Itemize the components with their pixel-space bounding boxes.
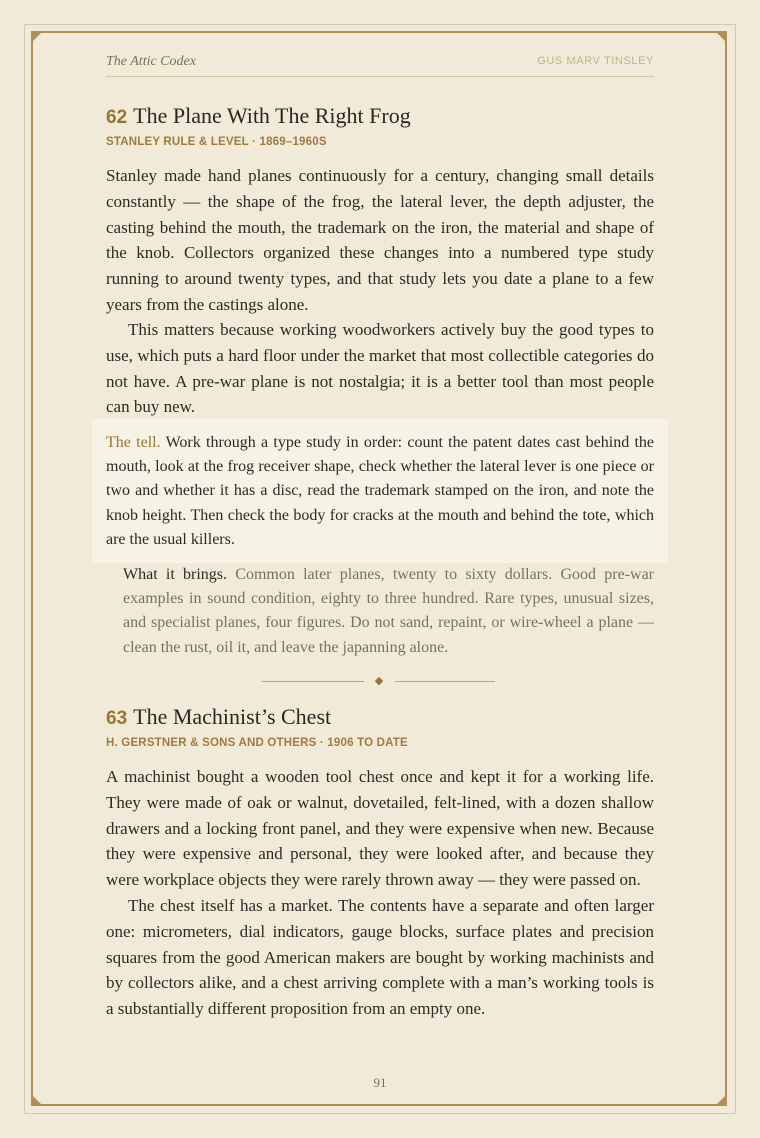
entry-subtitle: H. GERSTNER & SONS AND OTHERS · 1906 TO DATE bbox=[106, 737, 408, 749]
body-paragraph: Stanley made hand planes continuously for a century, changing small details constantly — the shape of the frog, the lateral lever, the depth adjuster, the casting behind the mouth, the trademark on the iron, the material and shape of the knob. Collectors organized these changes into a numbered type study running to around twenty types, and that study lets you date a plane to a few years from the castings alone. bbox=[106, 166, 654, 314]
corner-ornament-icon bbox=[716, 32, 726, 42]
entry-number: 62 bbox=[106, 107, 128, 128]
body-paragraph: This matters because working woodworkers actively buy the good types to use, which puts a hard floor under the market that most collectible categories do not have. A pre-war plane is not nostalgia; it is a better tool than most people can buy new. bbox=[106, 320, 654, 417]
diamond-ornament-icon: ◆ bbox=[374, 674, 384, 687]
book-title: The Attic Codex bbox=[106, 54, 196, 69]
corner-ornament-icon bbox=[716, 1095, 726, 1105]
body-paragraph: The chest itself has a market. The contents have a separate and often larger one: micrometers, dial indicators, gauge blocks, surface plates and precision squares from the good American makers are bought by working machinists and by collectors alike, and a chest arriving complete with a man’s working tools is a substantially different proposition from an empty one. bbox=[106, 896, 654, 1019]
price-label: What it brings. bbox=[123, 566, 228, 583]
running-header bbox=[106, 54, 654, 77]
tell-label: The tell. bbox=[106, 434, 161, 451]
divider-line bbox=[395, 681, 495, 682]
tell-body: Work through a type study in order: count the patent dates cast behind the mouth, look at the frog receiver shape, check whether the lateral lever is one piece or two and whether it has a disc, read the trademark stamped on the iron, and note the knob height. Then check the body for cracks at the mouth and behind the tote, which are the usual killers. bbox=[106, 434, 655, 548]
divider-line bbox=[262, 681, 364, 682]
corner-ornament-icon bbox=[32, 32, 42, 42]
entry-subtitle: STANLEY RULE & LEVEL · 1869–1960S bbox=[106, 136, 327, 148]
entry-heading bbox=[106, 103, 411, 129]
entry-heading bbox=[106, 704, 331, 730]
entry-number: 63 bbox=[106, 708, 128, 729]
page-number: 91 bbox=[373, 1075, 387, 1090]
section-divider bbox=[0, 675, 760, 687]
entry-title: The Machinist’s Chest bbox=[133, 704, 332, 729]
corner-ornament-icon bbox=[32, 1095, 42, 1105]
price-note bbox=[123, 563, 654, 660]
entry-title: The Plane With The Right Frog bbox=[133, 103, 411, 128]
author-name: GUS MARV TINSLEY bbox=[537, 55, 654, 67]
body-paragraph: A machinist bought a wooden tool chest once and kept it for a working life. They were made of oak or walnut, dovetailed, felt-lined, with a dozen shallow drawers and a locking front panel, and they were expensive when new. Because they were expensive and personal, they were looked after, and because they were workplace objects they were rarely thrown away — they were passed on. bbox=[106, 767, 654, 890]
price-body: Common later planes, twenty to sixty dollars. Good pre-war examples in sound condition, eighty to three hundred. Rare types, unusual sizes, and specialist planes, four figures. Do not sand, repaint, or wire-wheel a plane — clean the rust, oil it, and leave the japanning alone. bbox=[123, 566, 655, 656]
tell-callout-text bbox=[106, 431, 654, 552]
